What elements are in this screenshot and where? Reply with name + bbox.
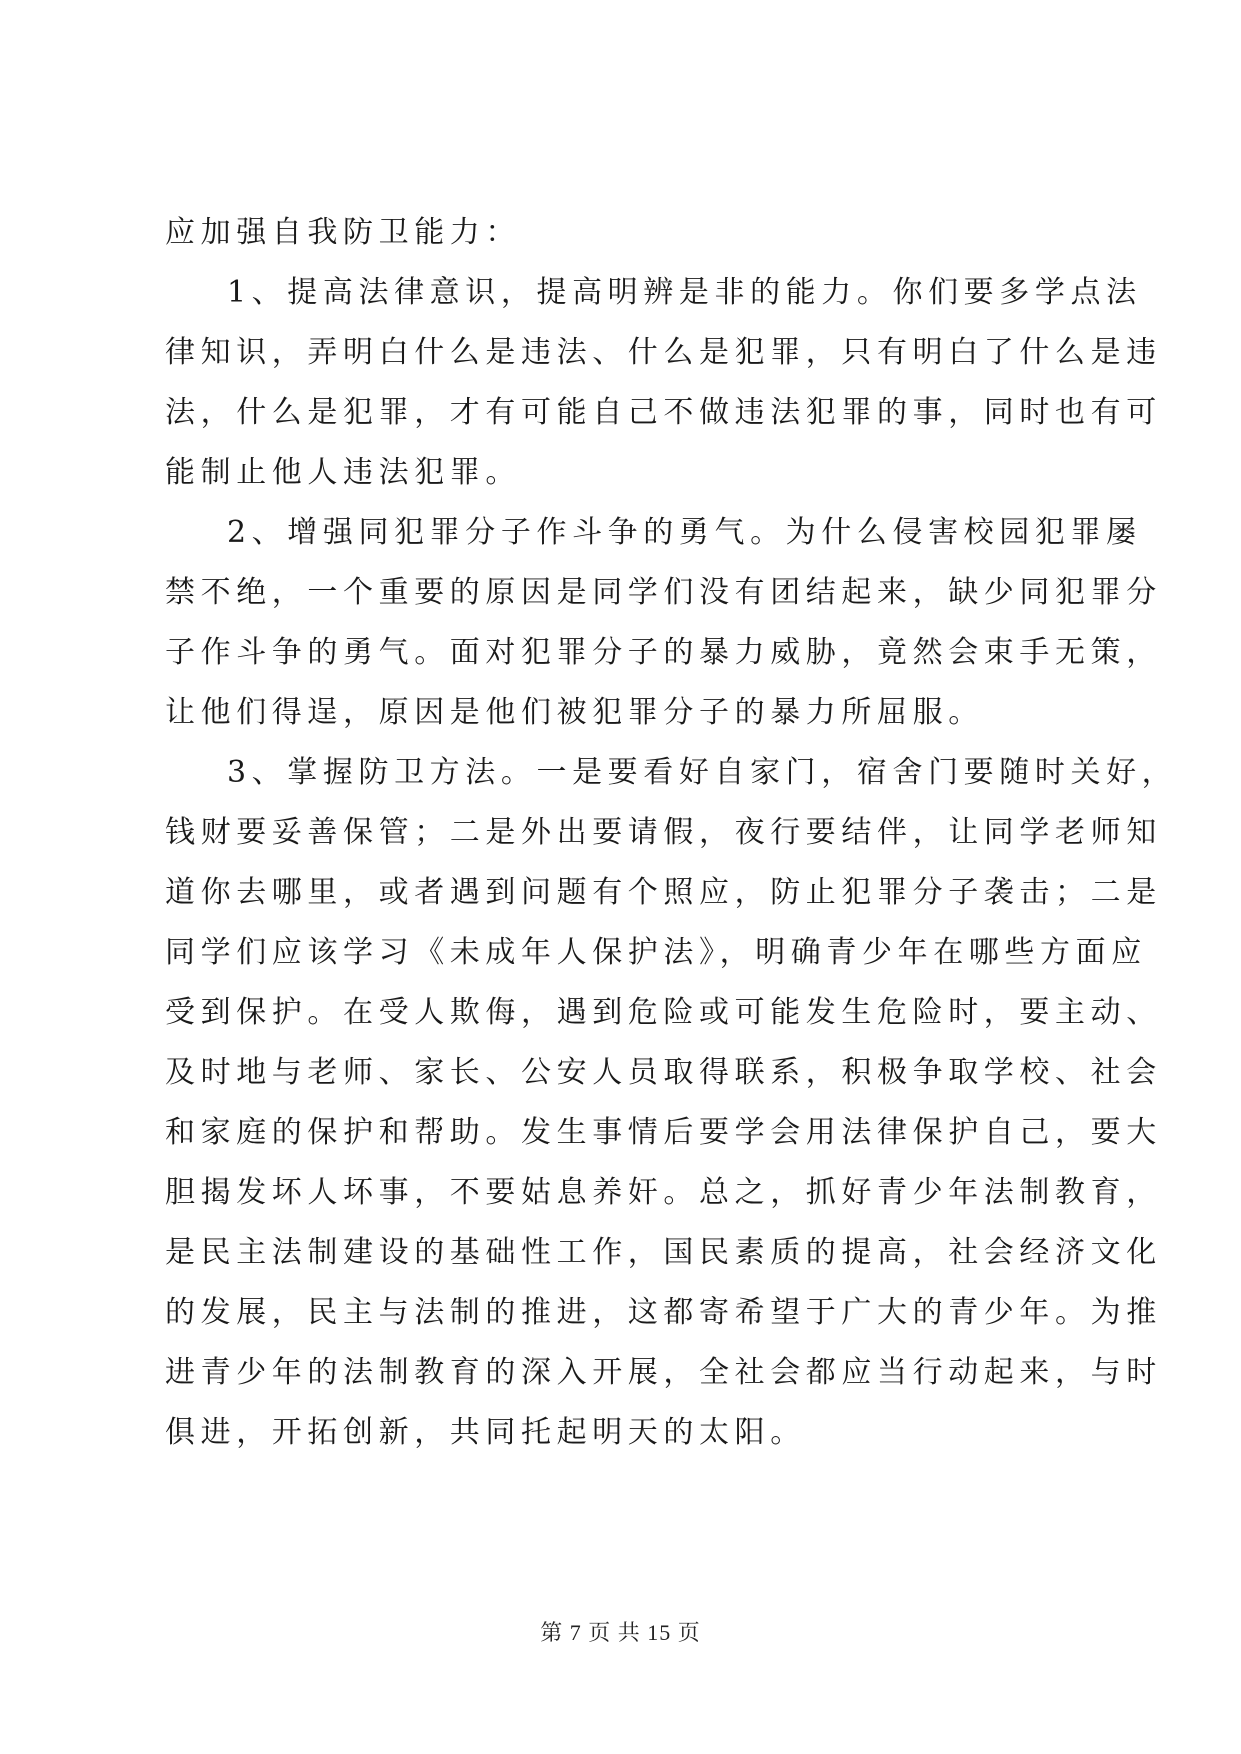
text-line: 法，什么是犯罪，才有可能自己不做违法犯罪的事，同时也有可 — [165, 395, 1162, 430]
text-line: 的发展，民主与法制的推进，这都寄希望于广大的青少年。为推 — [165, 1295, 1162, 1330]
text-line: 让他们得逞，原因是他们被犯罪分子的暴力所屈服。 — [165, 695, 984, 730]
text-line: 和家庭的保护和帮助。发生事情后要学会用法律保护自己，要大 — [165, 1115, 1162, 1150]
text-line: 1、提高法律意识，提高明辨是非的能力。你们要多学点法 — [227, 275, 1142, 310]
text-line: 应加强自我防卫能力： — [165, 215, 521, 250]
text-line: 2、增强同犯罪分子作斗争的勇气。为什么侵害校园犯罪屡 — [227, 515, 1142, 550]
text-line: 子作斗争的勇气。面对犯罪分子的暴力威胁，竟然会束手无策， — [165, 635, 1162, 670]
text-line: 进青少年的法制教育的深入开展，全社会都应当行动起来，与时 — [165, 1355, 1162, 1390]
text-line: 钱财要妥善保管；二是外出要请假，夜行要结伴，让同学老师知 — [165, 815, 1162, 850]
text-line: 俱进，开拓创新，共同托起明天的太阳。 — [165, 1415, 806, 1450]
text-line: 受到保护。在受人欺侮，遇到危险或可能发生危险时，要主动、 — [165, 995, 1162, 1030]
text-line: 是民主法制建设的基础性工作，国民素质的提高，社会经济文化 — [165, 1235, 1162, 1270]
text-line: 胆揭发坏人坏事，不要姑息养奸。总之，抓好青少年法制教育， — [165, 1175, 1162, 1210]
text-line: 3、掌握防卫方法。一是要看好自家门，宿舍门要随时关好， — [227, 755, 1178, 790]
text-line: 道你去哪里，或者遇到问题有个照应，防止犯罪分子袭击；二是 — [165, 875, 1162, 910]
page-number-footer: 第 7 页 共 15 页 — [540, 1620, 701, 1645]
text-line: 同学们应该学习《未成年人保护法》，明确青少年在哪些方面应 — [165, 935, 1147, 970]
text-line: 能制止他人违法犯罪。 — [165, 455, 521, 490]
text-line: 律知识，弄明白什么是违法、什么是犯罪，只有明白了什么是违 — [165, 335, 1162, 370]
text-line: 禁不绝，一个重要的原因是同学们没有团结起来，缺少同犯罪分 — [165, 575, 1162, 610]
text-line: 及时地与老师、家长、公安人员取得联系，积极争取学校、社会 — [165, 1055, 1162, 1090]
